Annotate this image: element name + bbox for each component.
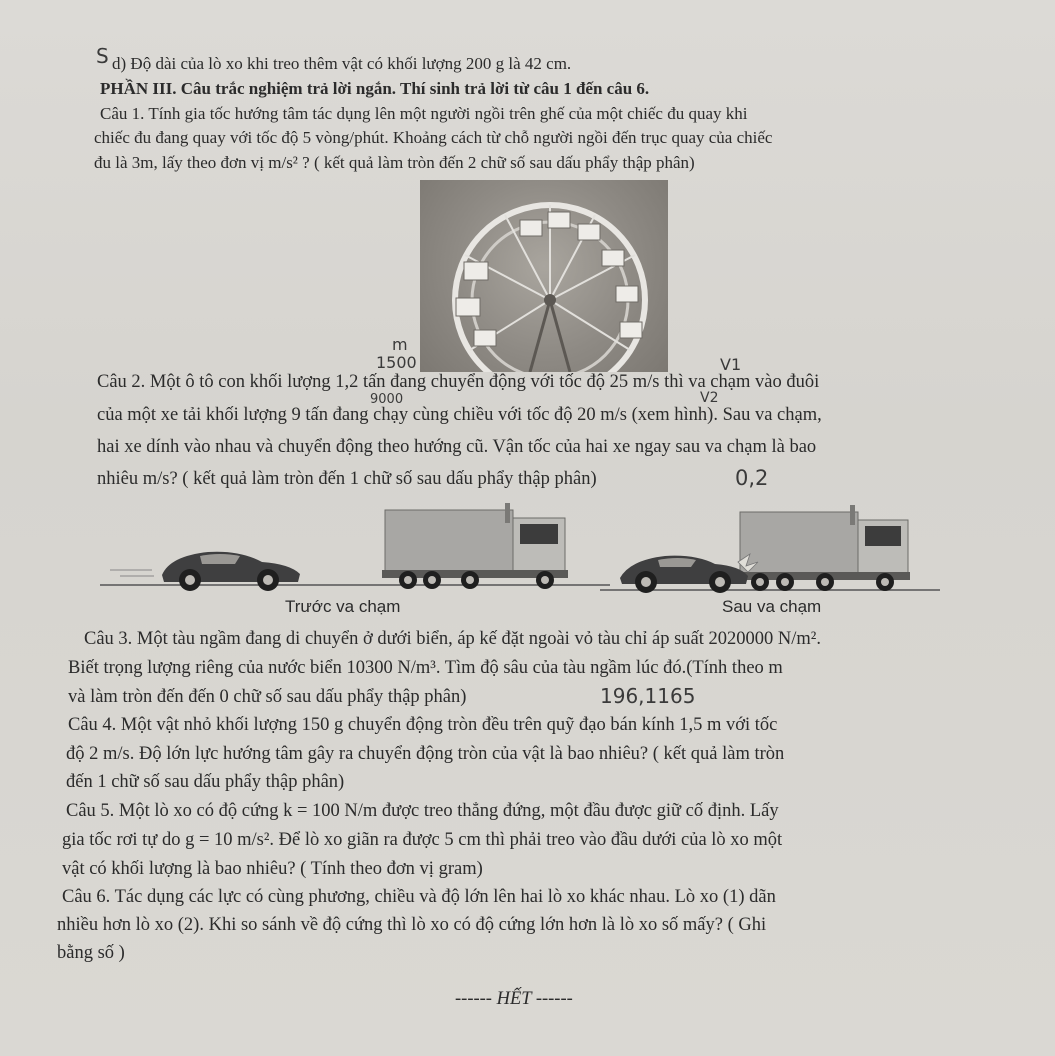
part-iii-text: PHẦN III. Câu trắc nghiệm trả lời ngắn. Thí sinh trả lời từ câu 1 đến câu 6. bbox=[100, 79, 650, 98]
q1-line-2: chiếc đu đang quay với tốc độ 5 vòng/phút. Khoảng cách từ chỗ người ngồi đến trục quay của chiếc bbox=[94, 128, 773, 147]
part-iii-heading bbox=[100, 80, 649, 97]
q6-line-3: bằng số ) bbox=[57, 943, 125, 963]
car-after bbox=[620, 554, 758, 593]
end-marker: ------ HẾT ------ bbox=[455, 989, 573, 1009]
q1-line-1: Câu 1. Tính gia tốc hướng tâm tác dụng lên một người ngồi trên ghế của một chiếc đu quay khi bbox=[100, 104, 748, 123]
q3-line-3: và làm tròn đến đến 0 chữ số sau dấu phẩy thập phân) bbox=[68, 687, 467, 707]
ferris-wheel-illustration bbox=[420, 180, 668, 372]
item-d-text: d) Độ dài của lò xo khi treo thêm vật có khối lượng 200 g là 42 cm. bbox=[112, 54, 572, 73]
handwritten-1500: 1500 bbox=[376, 353, 417, 372]
truck-before bbox=[382, 503, 568, 589]
handwritten-answer-q3: 196,1165 bbox=[600, 684, 696, 708]
handwritten-9000: 9000 bbox=[370, 392, 404, 407]
q2-line-2: của một xe tải khối lượng 9 tấn đang chạy cùng chiều với tốc độ 20 m/s (xem hình). Sau va chạm, bbox=[97, 405, 822, 425]
collision-illustration bbox=[90, 500, 950, 610]
q5-line-1: Câu 5. Một lò xo có độ cứng k = 100 N/m được treo thẳng đứng, một đầu được giữ cố định. Lấy bbox=[66, 801, 779, 821]
handwritten-v1: V1 bbox=[720, 355, 742, 374]
caption-before-collision: Trước va chạm bbox=[285, 597, 401, 616]
q5-line-3: vật có khối lượng là bao nhiêu? ( Tính theo đơn vị gram) bbox=[62, 859, 483, 879]
q2-line-1: Câu 2. Một ô tô con khối lượng 1,2 tấn đang chuyển động với tốc độ 25 m/s thì va chạm vào đuôi bbox=[97, 372, 820, 392]
q2-line-3: hai xe dính vào nhau và chuyển động theo hướng cũ. Vận tốc của hai xe ngay sau va chạm là bao bbox=[97, 437, 817, 457]
q4-line-1: Câu 4. Một vật nhỏ khối lượng 150 g chuyển động tròn đều trên quỹ đạo bán kính 1,5 m với tốc bbox=[68, 715, 778, 735]
q3-line-2: Biết trọng lượng riêng của nước biển 10300 N/m³. Tìm độ sâu của tàu ngầm lúc đó.(Tính theo m bbox=[68, 658, 783, 678]
q3-line-1: Câu 3. Một tàu ngầm đang di chuyển ở dưới biển, áp kế đặt ngoài vỏ tàu chỉ áp suất 2020000 N/m². bbox=[84, 629, 821, 649]
handwritten-m: m bbox=[392, 335, 408, 354]
ferris-wheel-photo bbox=[420, 180, 668, 372]
handwritten-mark-d: S bbox=[96, 44, 109, 68]
q1-line-3: đu là 3m, lấy theo đơn vị m/s² ? ( kết quả làm tròn đến 2 chữ số sau dấu phẩy thập phân) bbox=[94, 153, 695, 172]
q4-line-2: độ 2 m/s. Độ lớn lực hướng tâm gây ra chuyển động tròn của vật là bao nhiêu? ( kết quả làm tròn bbox=[66, 744, 785, 764]
q2-line-4: nhiêu m/s? ( kết quả làm tròn đến 1 chữ số sau dấu phẩy thập phân) bbox=[97, 469, 597, 489]
handwritten-answer-q2: 0,2 bbox=[735, 466, 769, 490]
q5-line-2: gia tốc rơi tự do g = 10 m/s². Để lò xo giãn ra được 5 cm thì phải treo vào đầu dưới của lò xo một bbox=[62, 830, 783, 850]
q4-line-3: đến 1 chữ số sau dấu phẩy thập phân) bbox=[66, 772, 345, 792]
q6-line-2: nhiều hơn lò xo (2). Khi so sánh về độ cứng thì lò xo có độ cứng lớn hơn là lò xo số mấy? ( Ghi bbox=[57, 915, 767, 935]
handwritten-v2: V2 bbox=[700, 390, 719, 406]
truck-after bbox=[735, 505, 910, 591]
q6-line-1: Câu 6. Tác dụng các lực có cùng phương, chiều và độ lớn lên hai lò xo khác nhau. Lò xo (1) dãn bbox=[62, 887, 776, 907]
caption-after-collision: Sau va chạm bbox=[722, 597, 822, 616]
